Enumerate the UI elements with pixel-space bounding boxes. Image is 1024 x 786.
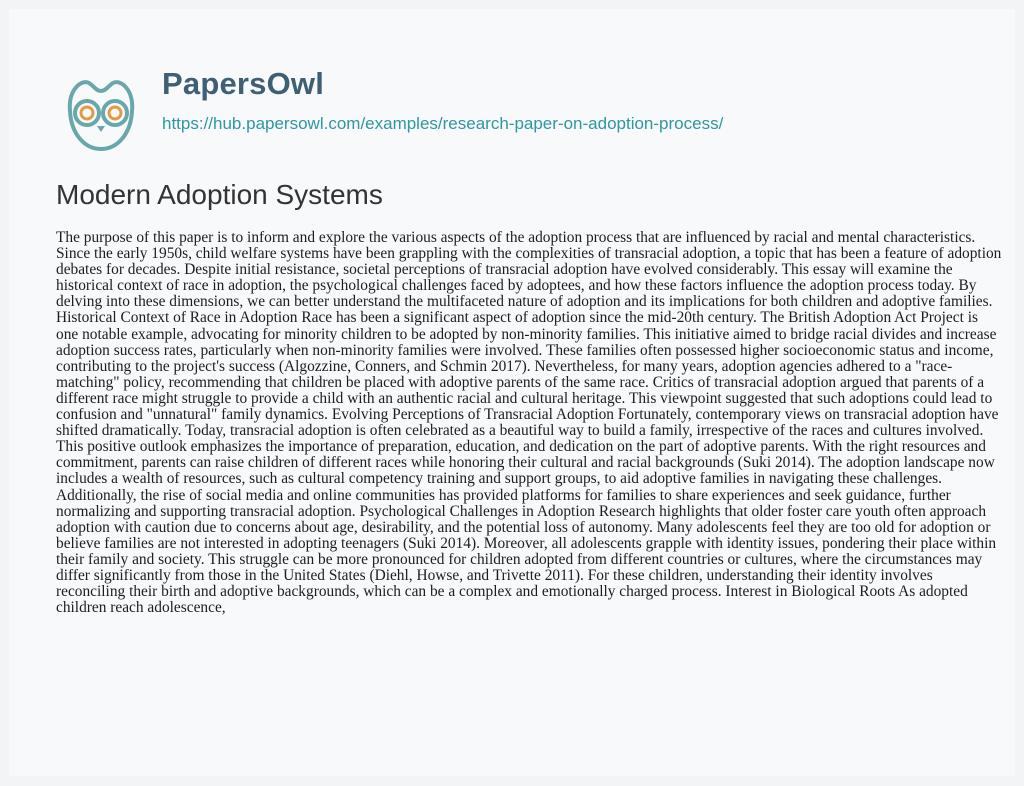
source-url-link[interactable]: https://hub.papersowl.com/examples/research-paper-on-adoption-process/ — [162, 114, 724, 133]
document-title: Modern Adoption Systems — [56, 179, 383, 210]
owl-logo-icon — [56, 71, 146, 161]
document-body: The purpose of this paper is to inform and explore the various aspects of the adoption process that are influenced by racial and mental characteristics. Since the early 1950s, child welfare systems have been grappling with the complexities of transracial adoption, a topic that has been a feature of adoption debates for decades. Despite initial resistance, societal perceptions of transracial adoption have evolved considerably. This essay will examine the historical context of race in adoption, the psychological challenges faced by adoptees, and how these factors influence the adoption process today. By delving into these dimensions, we can better understand the multifaceted nature of adoption and its implications for both children and adoptive families. Historical Context of Race in Adoption Race has been a significant aspect of adoption since the mid-20th century. The British Adoption Act Project is one notable example, advocating for minority children to be adopted by non-minority families. This initiative aimed to bridge racial divides and increase adoption success rates, particularly when non-minority families were involved. These families often possessed higher socioeconomic status and income, contributing to the project's success (Algozzine, Conners, and Schmin 2017). Nevertheless, for many years, adoption agencies adhered to a "race-matching" policy, recommending that children be placed with adoptive parents of the same race. Critics of transracial adoption argued that parents of a different race might struggle to provide a child with an authentic racial and cultural heritage. This viewpoint suggested that such adoptions could lead to confusion and "unnatural" family dynamics. Evolving Perceptions of Transracial Adoption Fortunately, contemporary views on transracial adoption have shifted dramatically. Today, transracial adoption is often celebrated as a beautiful way to build a family, irrespective of the races and cultures involved. This positive outlook emphasizes the importance of preparation, education, and dedication on the part of adoptive parents. With the right resources and commitment, parents can raise children of different races while honoring their cultural and racial backgrounds (Suki 2014). The adoption landscape now includes a wealth of resources, such as cultural competency training and support groups, to aid adoptive families in navigating these challenges. Additionally, the rise of social media and online communities has provided platforms for families to share experiences and seek guidance, further normalizing and supporting transracial adoption. Psychological Challenges in Adoption Research highlights that older foster care youth often approach adoption with caution due to concerns about age, desirability, and the potential loss of autonomy. Many adolescents feel they are too old for adoption or believe families are not interested in adopting teenagers (Suki 2014). Moreover, all adolescents grapple with identity issues, pondering their place within their family and society. This struggle can be more pronounced for children adopted from different countries or cultures, where the circumstances may differ significantly from those in the United States (Diehl, Howse, and Trivette 2011). For these children, understanding their identity involves reconciling their birth and adoptive backgrounds, which can be a complex and emotionally charged process. Interest in Biological Roots As adopted children reach adolescence, — [56, 229, 1002, 617]
brand-name: PapersOwl — [162, 66, 325, 101]
document-page — [9, 9, 1015, 776]
